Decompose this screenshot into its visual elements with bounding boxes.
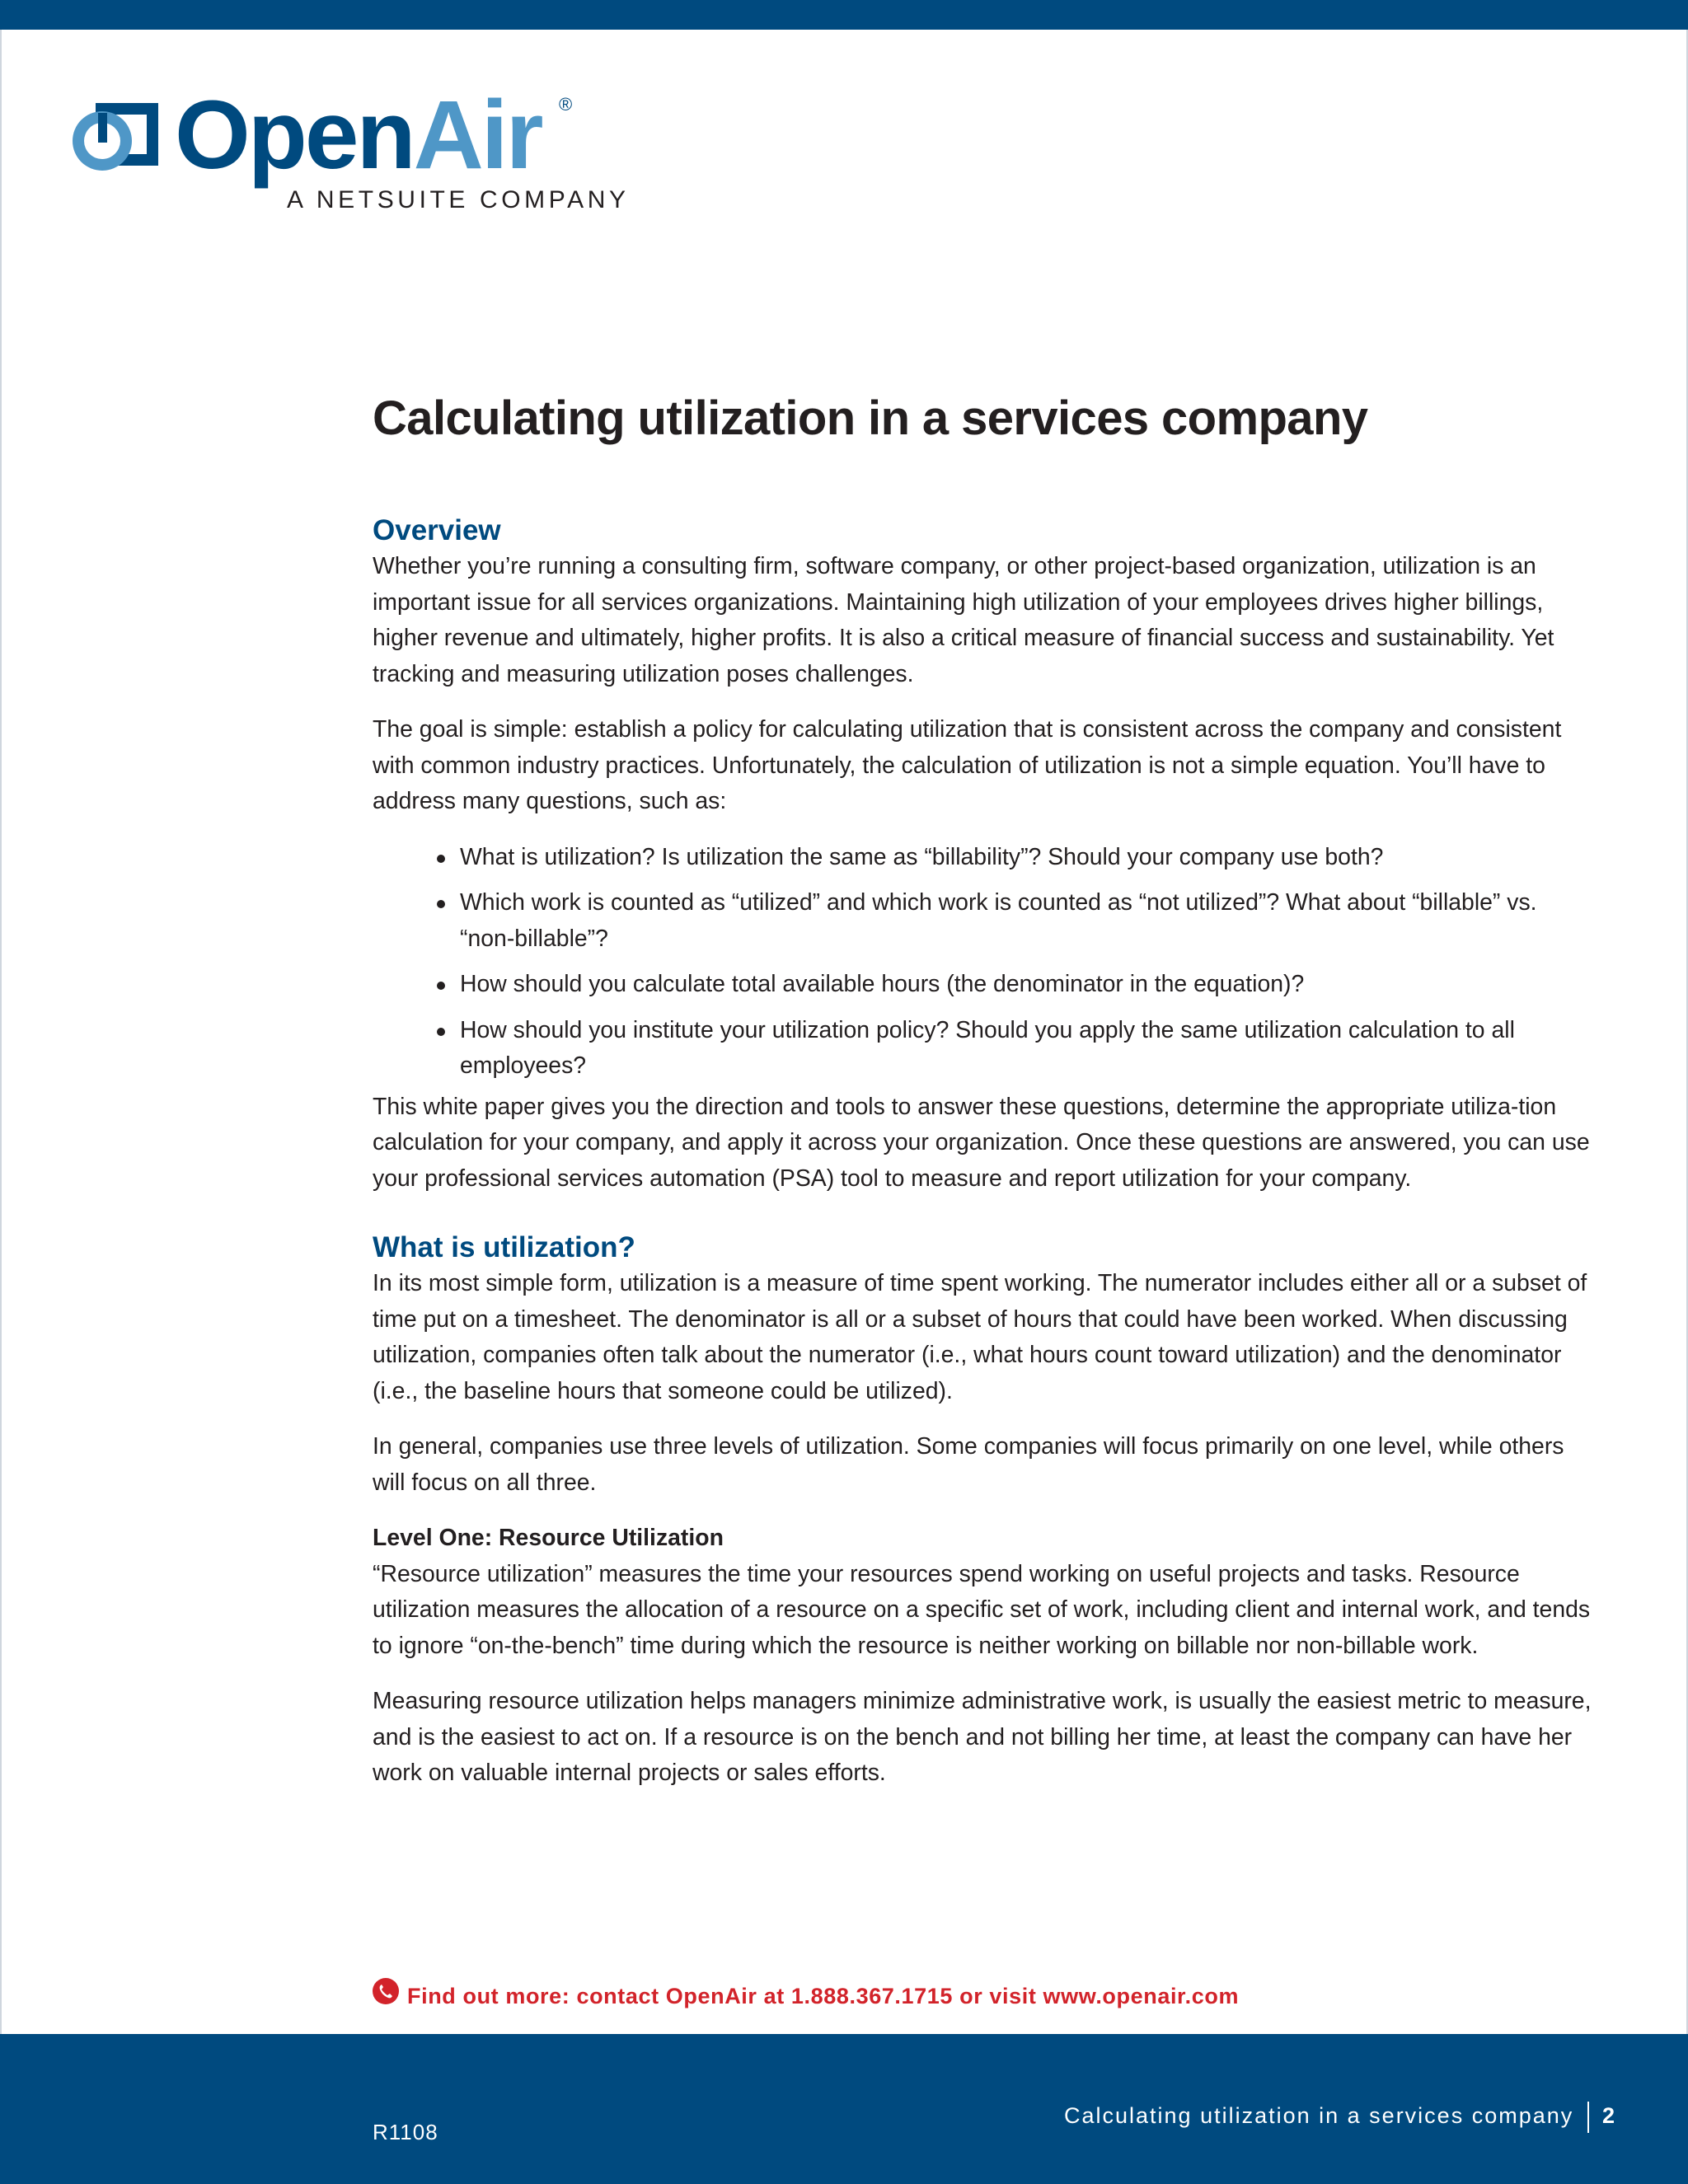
registered-mark: ® <box>559 94 573 115</box>
power-logo-icon <box>71 101 162 176</box>
page-number: 2 <box>1602 2103 1615 2128</box>
footer-title: Calculating utilization in a services company <box>1064 2103 1574 2128</box>
paragraph: Measuring resource utilization helps managers minimize administrative work, is usually the easiest metric to measure, and is the easiest to act on. If a resource is on the bench and not billing her time, at least the company can have her work on valuable internal projects or sales efforts. <box>373 1688 1592 1786</box>
document-body <box>373 387 1592 1792</box>
section-heading-overview: Overview <box>373 514 501 546</box>
logo-wordmark <box>175 81 542 190</box>
paragraph: In its most simple form, utilization is a measure of time spent working. The numerator includes either all or a subset of time put on a timesheet. The denominator is all or a subset of hours that could have been worked. When discussing utilization, companies often talk about the numerator (i.e., what hours count toward utilization) and the denominator (i.e., the baseline hours that someone could be utilized). <box>373 1270 1587 1404</box>
paragraph: “Resource utilization” measures the time your resources spend working on useful projects and tasks. Resource utilization measures the allocation of a resource on a specific set of work, including client and internal work, and tends to ignore “on-the-bench” time during which the resource is neither working on billable nor non-billable work. <box>373 1560 1591 1659</box>
document-code: R1108 <box>373 2120 438 2144</box>
callout-text: Find out more: contact OpenAir at 1.888.367.1715 or visit www.openair.com <box>407 1984 1240 2008</box>
logo-word-air: Air <box>413 81 542 190</box>
list-item: How should you institute your utilization policy? Should you apply the same utilization calculation to all employees? <box>460 1013 1564 1085</box>
page-edge-left <box>0 30 2 2034</box>
openair-logo <box>71 81 648 223</box>
logo-word-open: Open <box>175 81 414 190</box>
question-list <box>373 840 1630 1085</box>
section-heading-what-is-utilization: What is utilization? <box>373 1231 635 1263</box>
list-item: What is utilization? Is utilization the same as “billability”? Should your company use both? <box>460 840 1630 876</box>
paragraph: In general, companies use three levels of utilization. Some companies will focus primarily on one level, while others will focus on all three. <box>373 1433 1564 1496</box>
page-title: Calculating utilization in a services company <box>373 391 1368 445</box>
paragraph: Whether you’re running a consulting firm, software company, or other project-based organization, utilization is an important issue for all services organizations. Maintaining high utilization of your employees drives higher billings, higher revenue and ultimately, higher profits. It is also a critical measure of financial success and sustainability. Yet tracking and measuring utilization poses challenges. <box>373 553 1554 687</box>
paragraph: This white paper gives you the direction and tools to answer these questions, determine the appropriate utiliza-tion calculation for your company, and apply it across your organization. Once these questions are answered, you can use your professional services automation (PSA) tool to measure and report utilization for your company. <box>373 1093 1590 1192</box>
list-item: How should you calculate total available hours (the denominator in the equation)? <box>460 967 1630 1003</box>
phone-icon <box>373 1978 399 2004</box>
top-color-band <box>0 0 1688 30</box>
paragraph: The goal is simple: establish a policy for calculating utilization that is consistent across the company and consistent with common industry practices. Unfortunately, the calculation of utilization is not a simple equation. You’ll have to address many questions, such as: <box>373 716 1562 814</box>
list-item: Which work is counted as “utilized” and which work is counted as “not utilized”? What about “billable” vs. “non-billable”? <box>460 885 1564 957</box>
footer-divider <box>1587 2102 1589 2133</box>
sub-heading-level-one: Level One: Resource Utilization <box>373 1525 724 1551</box>
logo-tagline: A NETSUITE COMPANY <box>287 186 630 213</box>
